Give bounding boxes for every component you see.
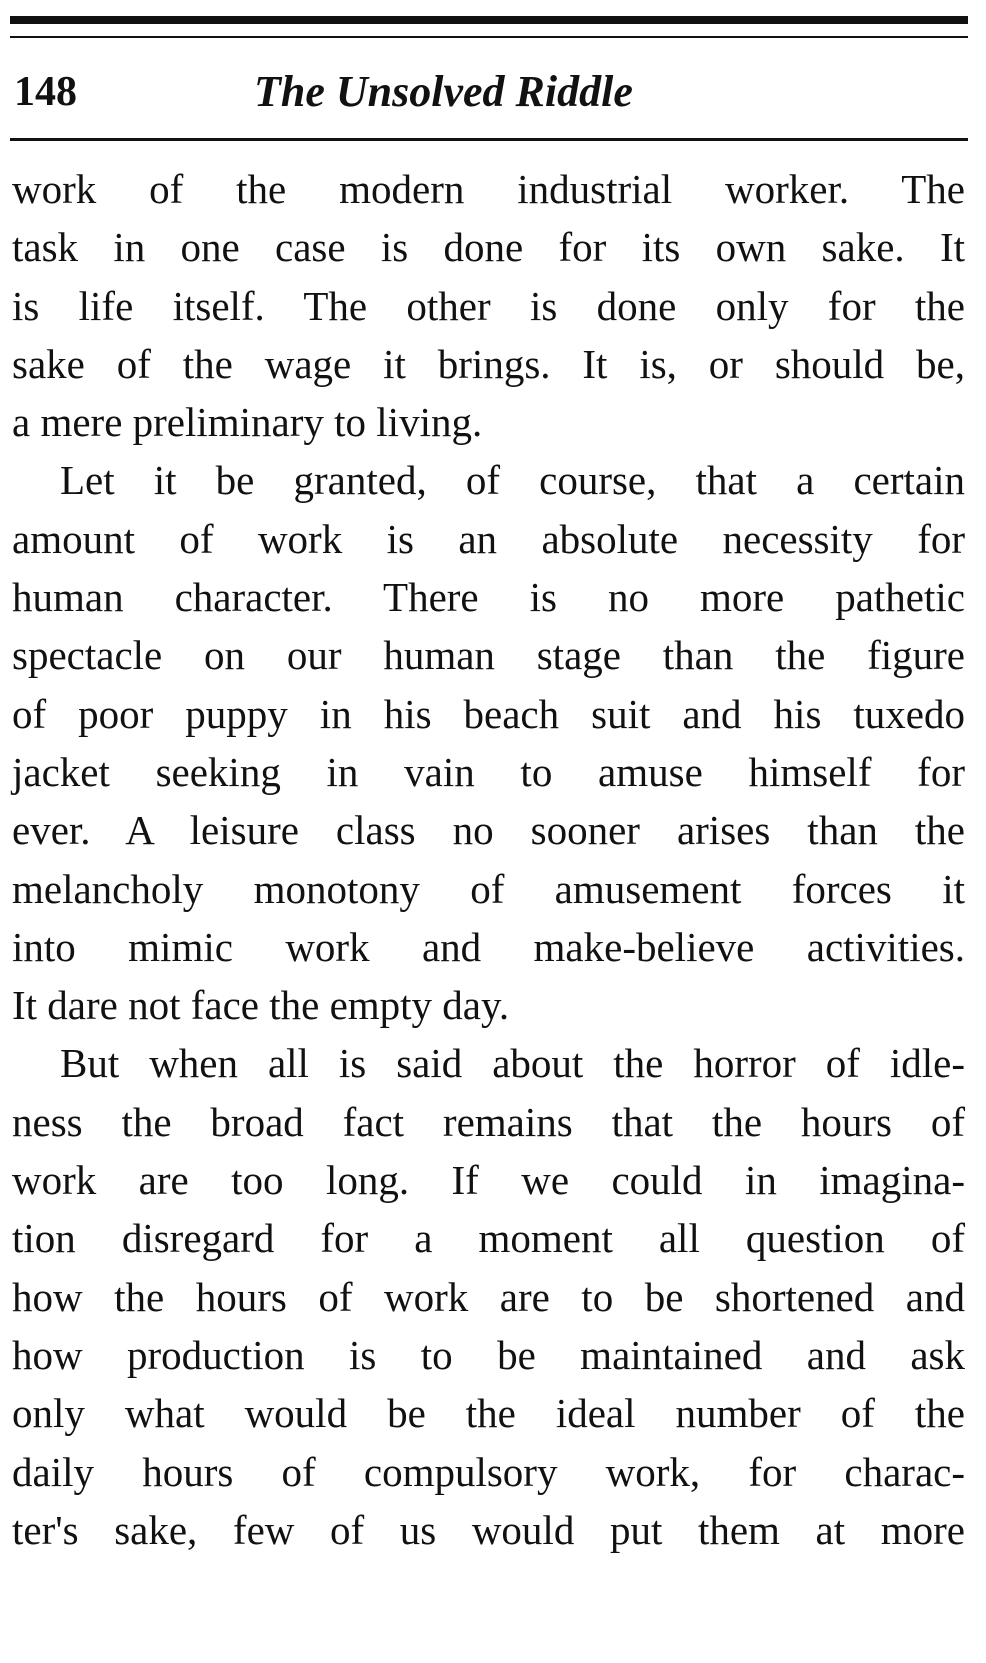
top-thin-rule <box>10 36 968 38</box>
paragraph-1 <box>12 160 965 451</box>
text-line: work are too long. If we could in imagina- <box>12 1157 965 1204</box>
text-line: human character. There is no more pathetic <box>12 574 965 621</box>
text-line: amount of work is an absolute necessity for <box>12 515 965 562</box>
text-line: ter's sake, few of us would put them at more <box>12 1506 965 1553</box>
body-text <box>12 160 965 1559</box>
running-title: The Unsolved Riddle <box>254 67 633 116</box>
text-line: melancholy monotony of amusement forces it <box>12 865 965 912</box>
paragraph-3 <box>12 1034 965 1559</box>
text-line: sake of the wage it brings. It is, or should be, <box>12 340 965 387</box>
text-line: But when all is said about the horror of idle- <box>60 1040 965 1087</box>
paragraph-2 <box>12 451 965 1034</box>
text-line: ness the broad fact remains that the hours of <box>12 1098 965 1145</box>
text-line: ever. A leisure class no sooner arises than the <box>12 807 965 854</box>
running-header <box>14 64 964 124</box>
top-thick-rule <box>10 16 968 24</box>
text-line: work of the modern industrial worker. The <box>12 166 965 212</box>
text-line: tion disregard for a moment all question of <box>12 1215 965 1262</box>
text-line: task in one case is done for its own sake. It <box>12 224 965 271</box>
text-line: is life itself. The other is done only for the <box>12 282 965 329</box>
header-rule <box>10 138 968 141</box>
text-line: of poor puppy in his beach suit and his tuxedo <box>12 690 965 737</box>
text-line: into mimic work and make-believe activities. <box>12 923 965 970</box>
text-line: spectacle on our human stage than the figure <box>12 632 965 679</box>
text-line: only what would be the ideal number of the <box>12 1390 965 1437</box>
text-line: how the hours of work are to be shortened and <box>12 1273 965 1320</box>
text-line: how production is to be maintained and ask <box>12 1331 965 1378</box>
text-line: It dare not face the empty day. <box>12 982 510 1029</box>
text-line: daily hours of compulsory work, for charac- <box>12 1448 965 1495</box>
text-line: Let it be granted, of course, that a certain <box>60 457 965 504</box>
text-line: jacket seeking in vain to amuse himself for <box>12 748 965 795</box>
page-number: 148 <box>14 69 77 115</box>
text-line: a mere preliminary to living. <box>12 399 483 446</box>
